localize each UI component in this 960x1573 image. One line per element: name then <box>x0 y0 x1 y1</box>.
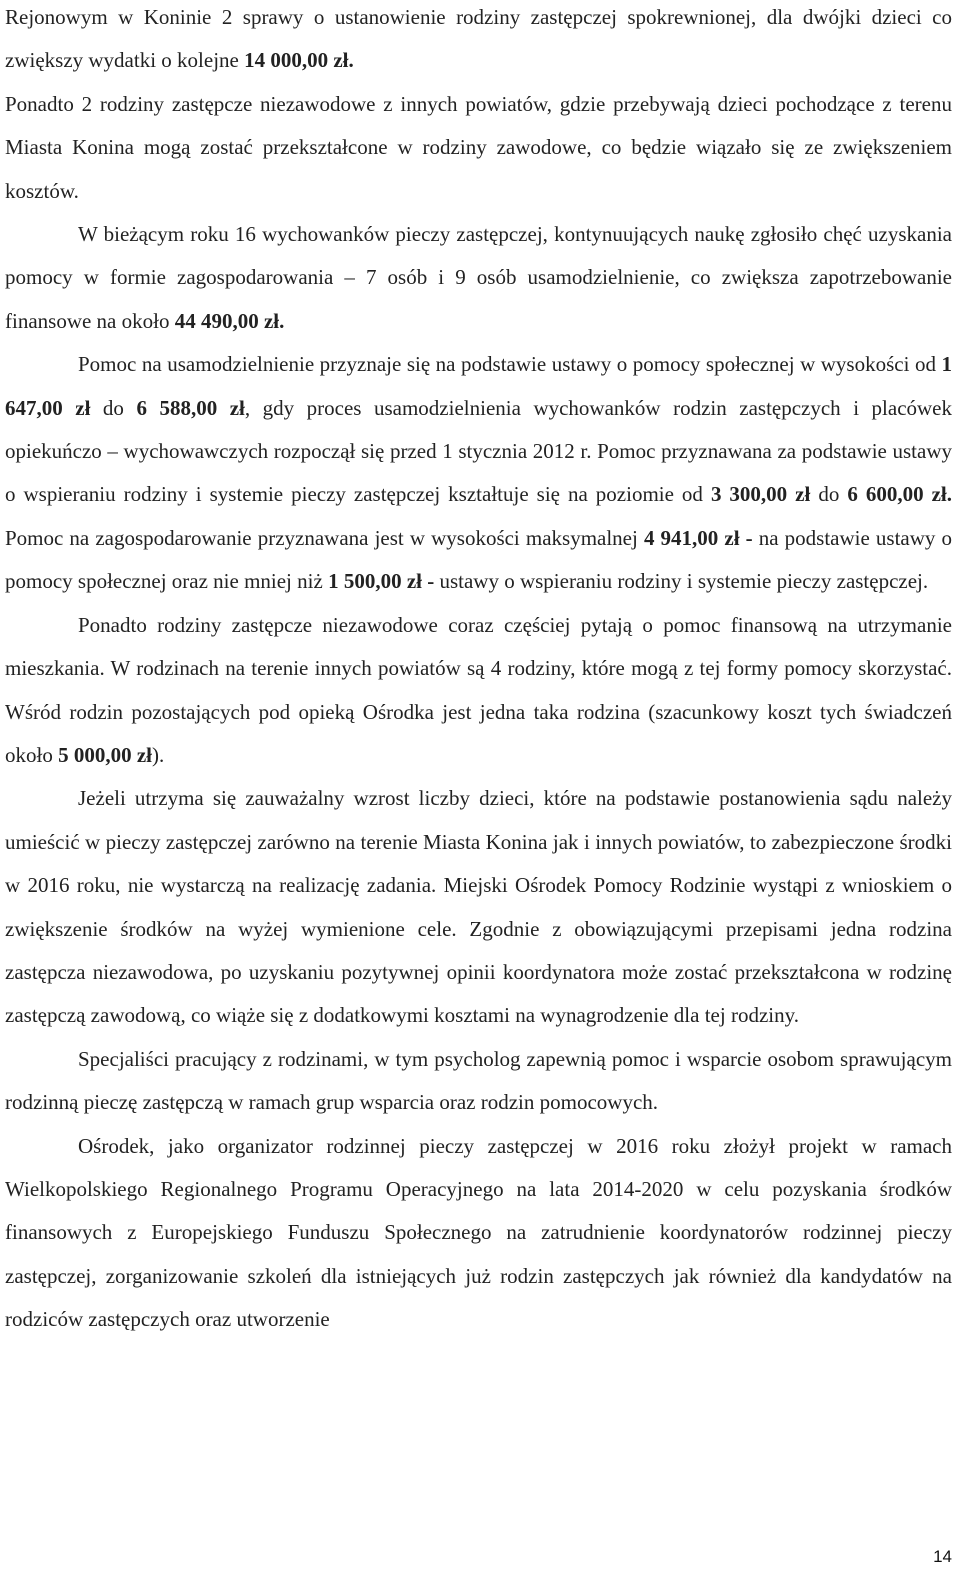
text-run: Specjaliści pracujący z rodzinami, w tym psycholog zapewnią pomoc i wsparcie osobom sprawującym rodzinną pieczę zastępczą w ramach grup wsparcia oraz rodzin pomocowych. <box>5 1046 952 1115</box>
text-run: Pomoc na usamodzielnienie przyznaje się na podstawie ustawy o pomocy społecznej w wysokości od <box>78 352 942 377</box>
text-run: ). <box>152 742 165 767</box>
bold-amount: 14 000,00 zł. <box>244 48 354 73</box>
paragraph-2 <box>5 83 952 213</box>
paragraph-3 <box>5 213 952 343</box>
text-run: do <box>90 395 137 420</box>
bold-amount: 6 588,00 zł <box>136 395 245 420</box>
page-number: 14 <box>933 1547 952 1566</box>
text-run: W bieżącym roku 16 wychowanków pieczy zastępczej, kontynuujących naukę zgłosiło chęć uzyskania pomocy w formie zagospodarowania – 7 osób i 9 osób usamodzielnienie, co zwiększa zapotrzebowanie finansowe na około <box>5 222 952 333</box>
text-run: Ośrodek, jako organizator rodzinnej pieczy zastępczej w 2016 roku złożył projekt w ramach Wielkopolskiego Regionalnego Programu Operacyjnego na lata 2014-2020 w celu pozyskania środków finansowych z Europejskiego Funduszu Społecznego na zatrudnienie koordynatorów rodzinnej pieczy zastępczej, zorganizowanie szkoleń dla istniejących już rodzin zastępczych jak również dla kandydatów na rodziców zastępczych oraz utworzenie <box>5 1133 952 1332</box>
paragraph-7 <box>5 1038 952 1125</box>
text-run: Rejonowym w Koninie 2 sprawy o ustanowienie rodziny zastępczej spokrewnionej, dla dwójki dzieci co zwiększy wydatki o kolejne <box>5 5 952 73</box>
bold-amount: 4 941,00 zł - <box>643 525 753 550</box>
bold-amount: 3 300,00 zł <box>710 482 811 507</box>
text-run: do <box>810 482 848 507</box>
bold-amount: 44 490,00 zł. <box>174 308 285 333</box>
text-run: Ponadto rodziny zastępcze niezawodowe coraz częściej pytają o pomoc finansową na utrzymanie mieszkania. W rodzinach na terenie innych powiatów są 4 rodziny, które mogą z tej formy pomocy skorzystać. Wśród rodzin pozostających pod opieką Ośrodka jest jedna taka rodzina (szacunkowy koszt tych świadczeń około <box>5 612 952 767</box>
bold-amount: 1 647,00 zł <box>5 352 952 420</box>
paragraph-4 <box>5 343 952 603</box>
document-body <box>5 0 952 1342</box>
bold-amount: 6 600,00 zł. <box>847 482 952 507</box>
bold-amount: 5 000,00 zł <box>58 742 152 767</box>
text-run: ustawy o wspieraniu rodziny i systemie pieczy zastępczej. <box>434 569 929 594</box>
text-run: Pomoc na zagospodarowanie przyznawana jest w wysokości maksymalnej <box>5 525 644 550</box>
text-run: , gdy proces usamodzielnienia wychowanków rodzin zastępczych i placówek opiekuńczo – wychowawczych rozpoczął się przed 1 stycznia 2012 r. Pomoc przyznawana za podstawie ustawy o wspieraniu rodziny i systemie pieczy zastępczej kształtuje się na poziomie od <box>5 395 953 507</box>
text-run: na podstawie ustawy o pomocy społecznej oraz nie mniej niż <box>5 525 952 594</box>
text-run: Jeżeli utrzyma się zauważalny wzrost liczby dzieci, które na podstawie postanowienia sądu należy umieścić w pieczy zastępczej zarówno na terenie Miasta Konina jak i innych powiatów, to zabezpieczone środki w 2016 roku, nie wystarczą na realizację zadania. Miejski Ośrodek Pomocy Rodzinie wystąpi z wnioskiem o zwiększenie środków na wyżej wymienione cele. Zgodnie z obowiązującymi przepisami jedna rodzina zastępcza niezawodowa, po uzyskaniu pozytywnej opinii koordynatora może zostać przekształcona w rodzinę zastępczą zawodową, co wiąże się z dodatkowymi kosztami na wynagrodzenie dla tej rodziny. <box>5 786 952 1028</box>
paragraph-8 <box>5 1125 952 1342</box>
paragraph-5 <box>5 604 952 778</box>
bold-amount: 1 500,00 zł - <box>328 569 435 594</box>
text-run: Ponadto 2 rodziny zastępcze niezawodowe z innych powiatów, gdzie przebywają dzieci pochodzące z terenu Miasta Konina mogą zostać przekształcone w rodziny zawodowe, co będzie wiązało się ze zwiększeniem kosztów. <box>5 91 952 203</box>
paragraph-1 <box>5 0 952 83</box>
paragraph-6 <box>5 777 952 1037</box>
